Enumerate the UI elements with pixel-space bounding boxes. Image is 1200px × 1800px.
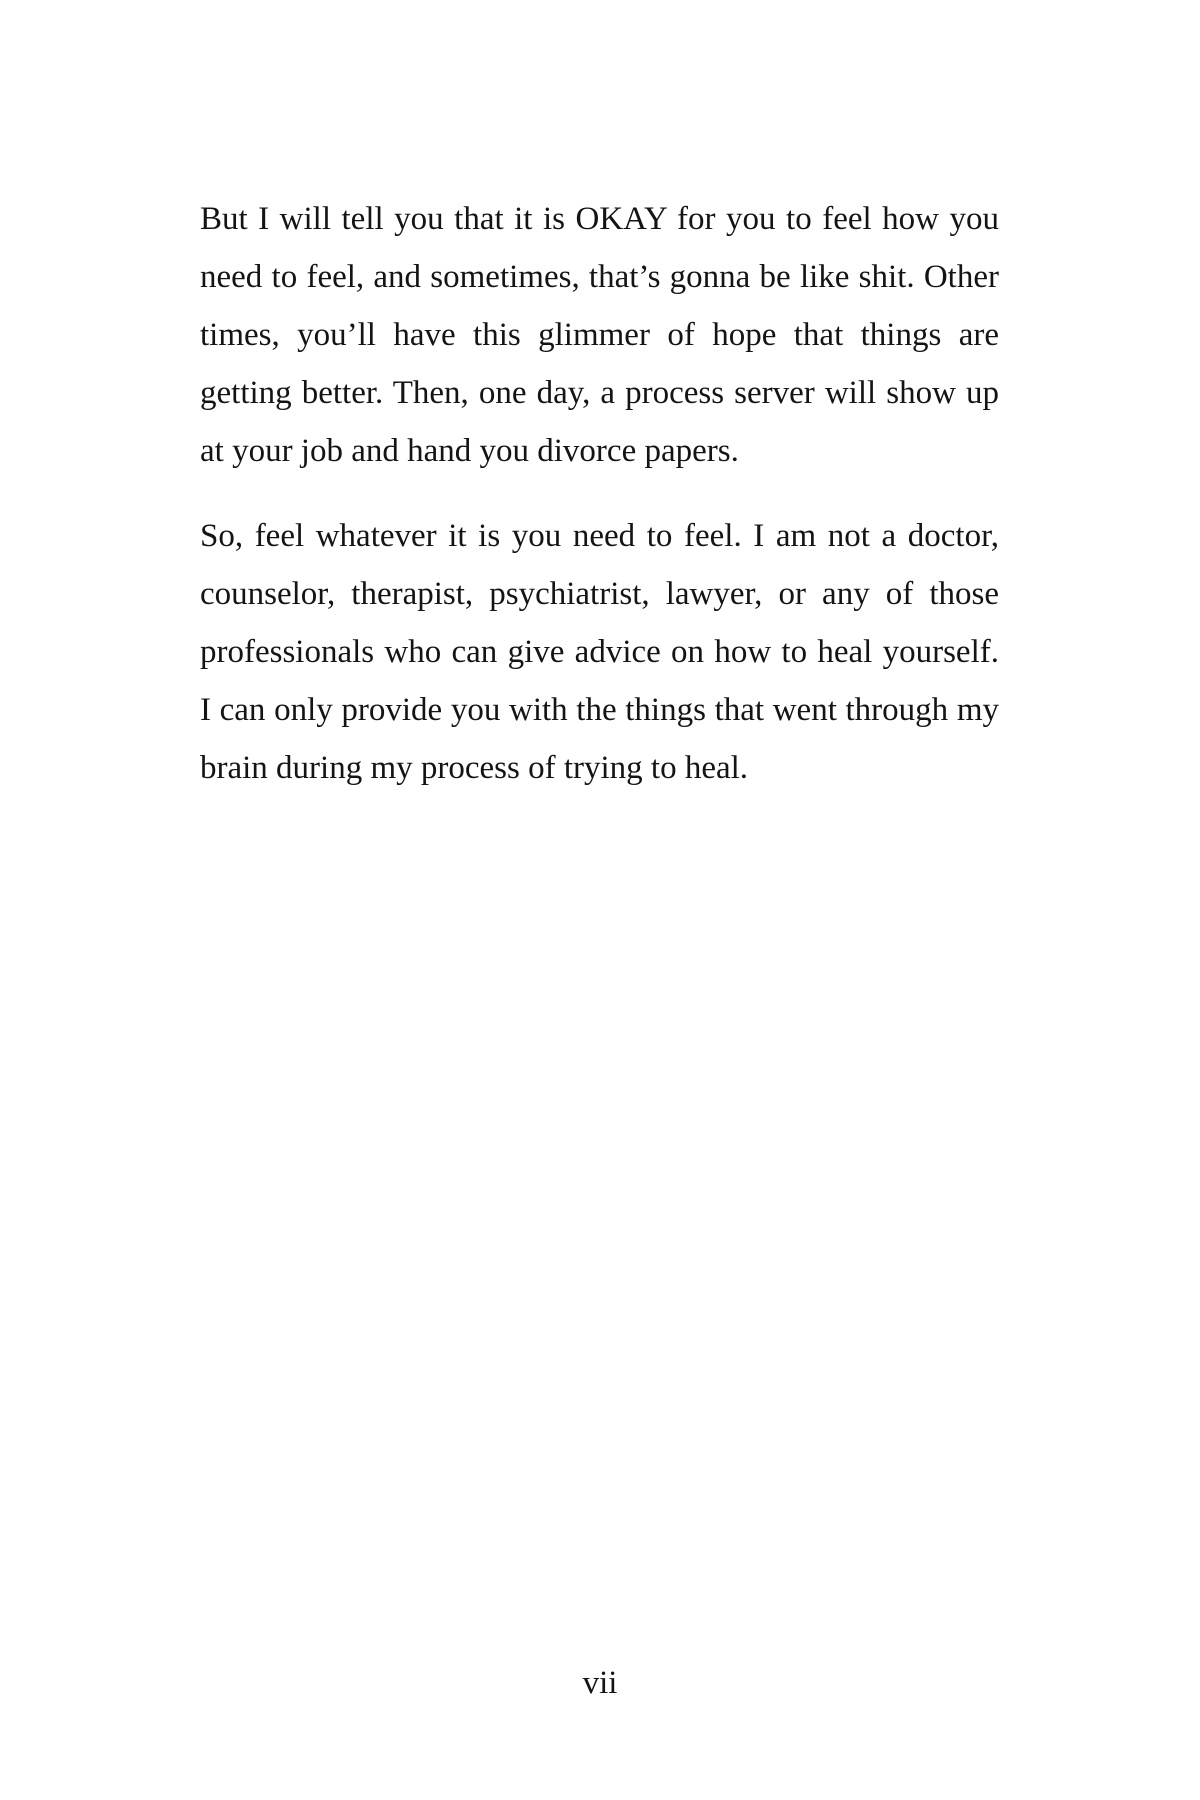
paragraph-1 bbox=[200, 190, 999, 480]
text-line: I can only provide you with the things that went through my bbox=[200, 692, 999, 728]
text-line: professionals who can give advice on how to heal yourself. bbox=[200, 634, 999, 670]
text-line: at your job and hand you divorce papers. bbox=[200, 433, 739, 469]
text-line: getting better. Then, one day, a process server will show up bbox=[200, 375, 999, 411]
text-line: brain during my process of trying to heal. bbox=[200, 750, 749, 786]
text-line: So, feel whatever it is you need to feel. I am not a doctor, bbox=[200, 518, 999, 554]
text-line: times, you’ll have this glimmer of hope that things are bbox=[200, 317, 999, 353]
text-line: counselor, therapist, psychiatrist, lawyer, or any of those bbox=[200, 576, 999, 612]
text-line: need to feel, and sometimes, that’s gonna be like shit. Other bbox=[200, 259, 999, 295]
page-number: vii bbox=[582, 1665, 618, 1701]
text-line: But I will tell you that it is OKAY for you to feel how you bbox=[200, 201, 999, 237]
paragraph-2 bbox=[200, 507, 999, 797]
